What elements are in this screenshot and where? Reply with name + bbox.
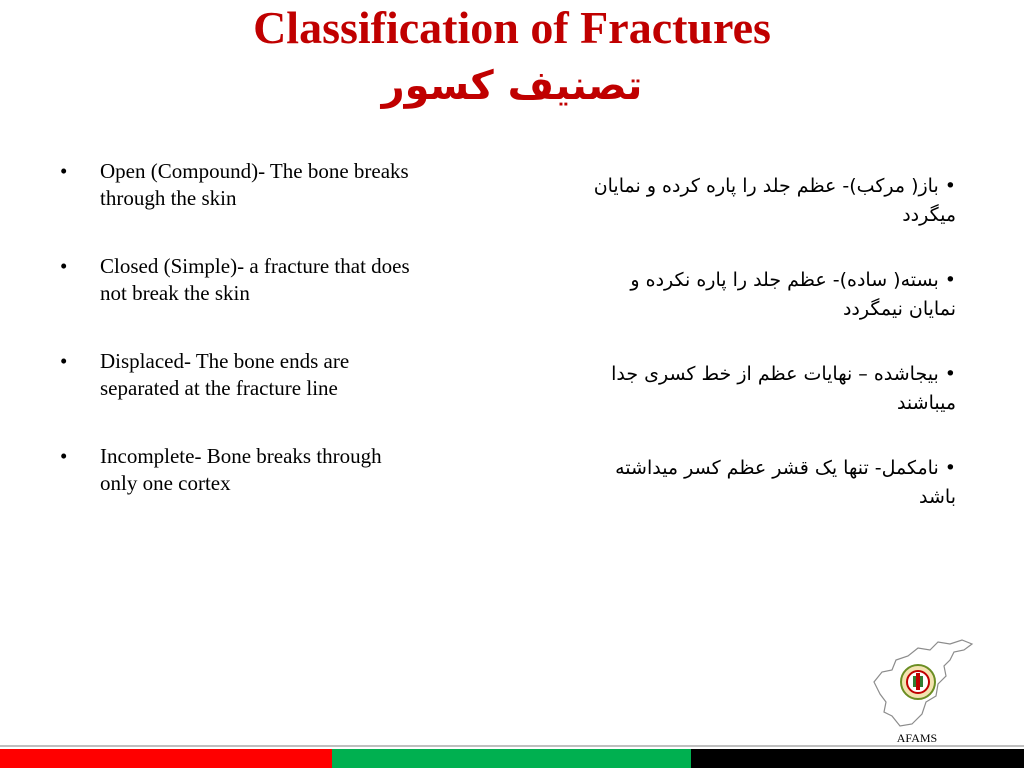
bullet-icon: • xyxy=(60,254,68,278)
bullet-icon: • xyxy=(60,444,68,468)
list-item: • باز( مرکب)- عظم جلد را پاره کرده و نمایان میگردد xyxy=(593,175,956,226)
list-item: • نامکمل- تنها یک قشر عظم کسر میداشته باشد xyxy=(615,457,956,508)
list-item-text: Displaced- The bone ends are separated at the fracture line xyxy=(100,349,350,400)
list-item: • بسته( ساده)- عظم جلد را پاره نکرده و نمایان نیمگردد xyxy=(630,269,956,320)
footer-bar-green xyxy=(332,749,691,768)
footer-label: AFAMS xyxy=(896,731,938,745)
footer-bar-red xyxy=(0,749,332,768)
list-item xyxy=(60,348,420,402)
title-persian: تصنیف کسور xyxy=(381,63,643,109)
bullet-icon: • xyxy=(60,349,68,373)
list-item xyxy=(60,158,420,212)
footer-bar-black xyxy=(691,749,1024,768)
list-item-text: Closed (Simple)- a fracture that does not break the skin xyxy=(100,254,410,305)
list-item xyxy=(60,443,420,497)
list-item xyxy=(60,253,420,307)
title-english: Classification of Fractures xyxy=(253,2,771,53)
footer-color-bar xyxy=(0,749,1024,768)
persian-bullet-list xyxy=(590,172,956,548)
list-item-text: Incomplete- Bone breaks through only one cortex xyxy=(100,444,382,495)
english-bullet-list xyxy=(60,158,420,538)
list-item-text: Open (Compound)- The bone breaks through the skin xyxy=(100,159,409,210)
bullet-icon: • xyxy=(60,159,68,183)
list-item: • بیجاشده – نهایات عظم از خط کسری جدا میباشند xyxy=(611,363,956,414)
afghanistan-map-emblem-icon xyxy=(866,636,976,732)
footer-divider xyxy=(0,745,1024,747)
